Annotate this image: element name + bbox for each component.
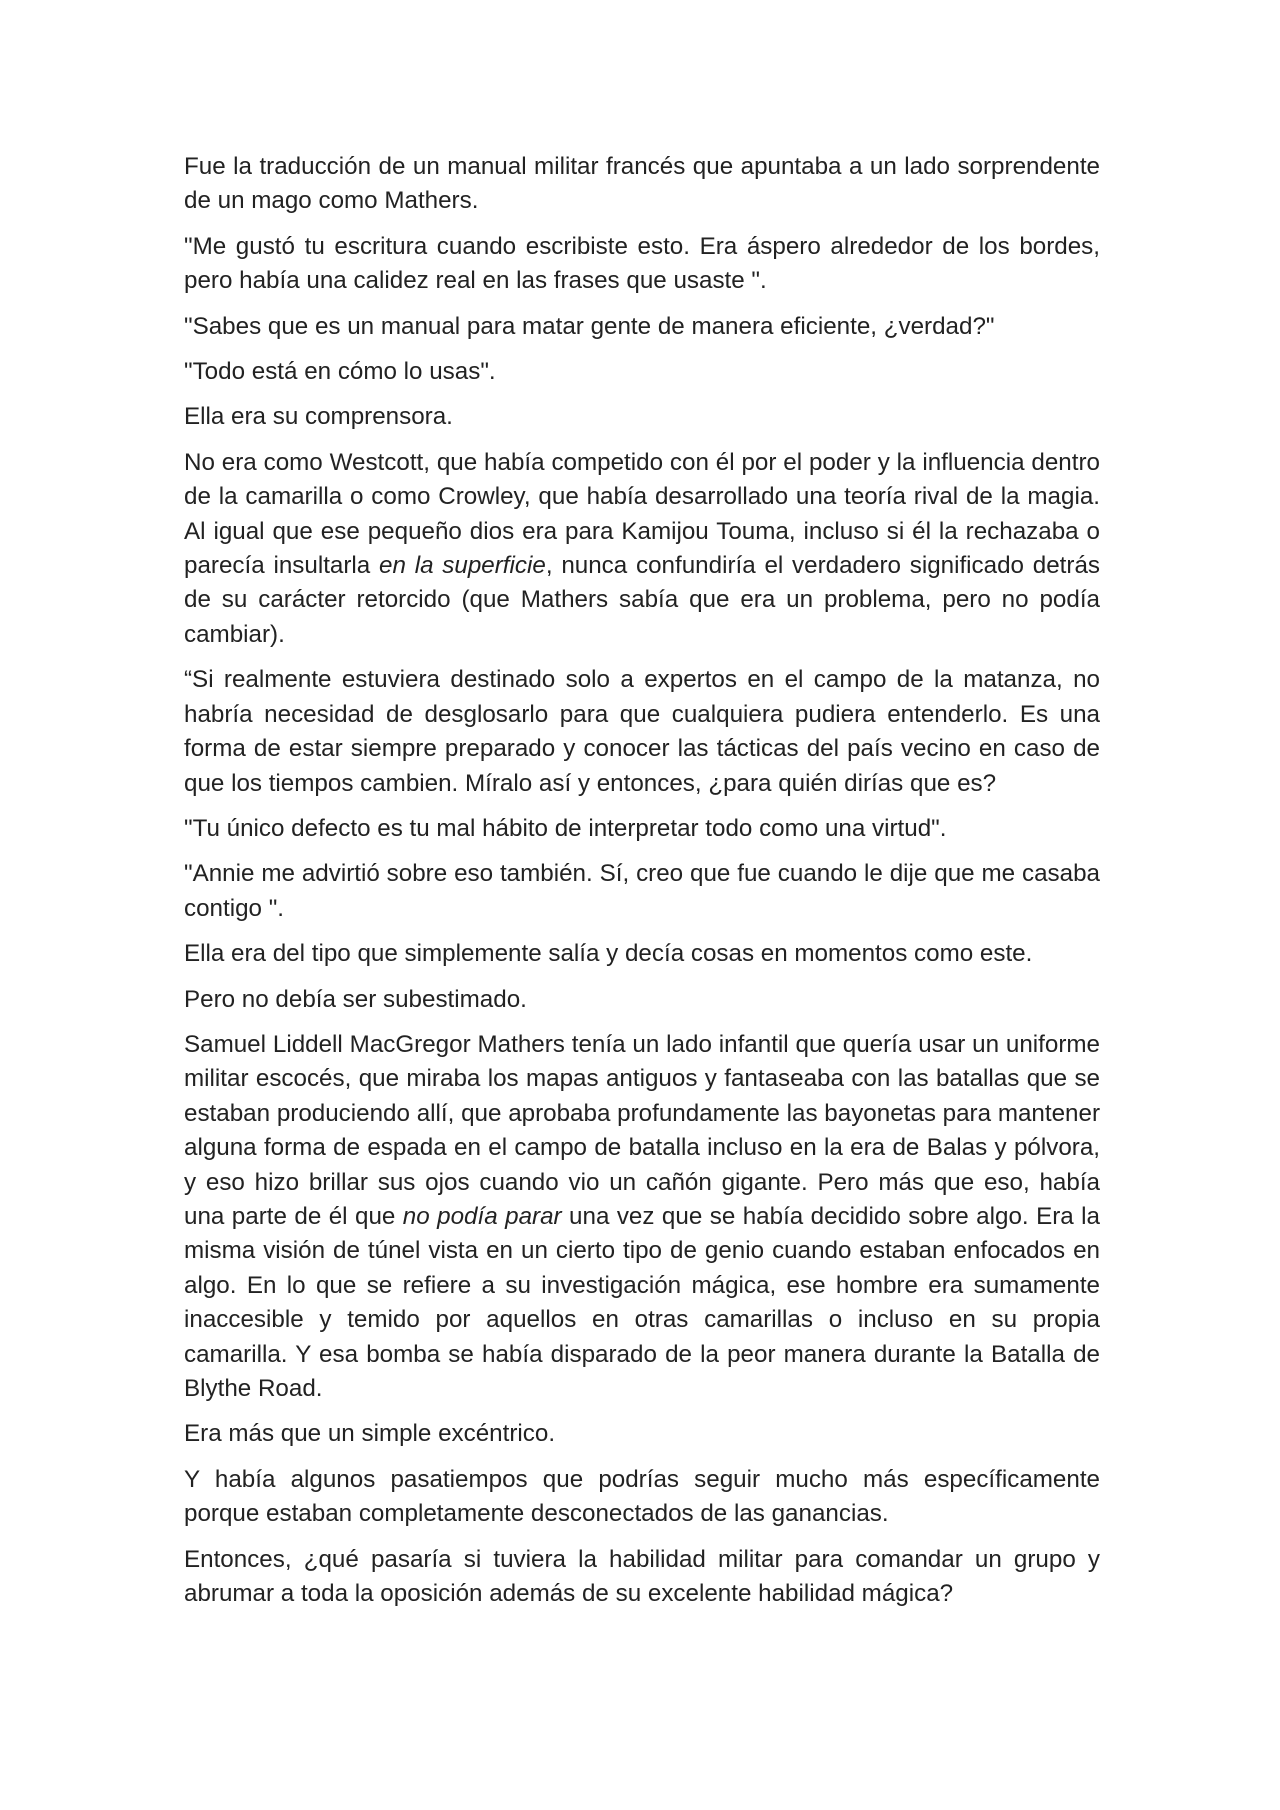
paragraph-8: "Tu único defecto es tu mal hábito de interpretar todo como una virtud". — [184, 814, 947, 842]
paragraph-1: Fue la traducción de un manual militar francés que apuntaba a un lado sorprendente de un mago como Mathers. — [184, 153, 1100, 215]
italic-emphasis: no podía parar — [402, 1202, 562, 1230]
paragraph-13: Era más que un simple excéntrico. — [184, 1420, 556, 1448]
paragraph-2: "Me gustó tu escritura cuando escribiste esto. Era áspero alrededor de los bordes, pero había una calidez real en las frases que usaste ". — [184, 232, 1100, 295]
paragraph-10: Ella era del tipo que simplemente salía y decía cosas en momentos como este. — [184, 940, 1033, 968]
paragraph-7: “Si realmente estuviera destinado solo a expertos en el campo de la matanza, no habría necesidad de desglosarlo para que cualquiera pudiera entenderlo. Es una forma de estar siempre preparado y conocer las tácticas del país vecino en caso de que los tiempos cambien. Míralo así y entonces, ¿para quién dirías que es? — [184, 666, 1100, 797]
paragraph-4: "Todo está en cómo lo usas". — [184, 358, 496, 386]
italic-emphasis: en la superficie — [379, 552, 546, 580]
paragraph-15: Entonces, ¿qué pasaría si tuviera la habilidad militar para comandar un grupo y abrumar a toda la oposición además de su excelente habilidad mágica? — [184, 1545, 1100, 1608]
paragraph-5: Ella era su comprensora. — [184, 403, 453, 431]
paragraph-9: "Annie me advirtió sobre eso también. Sí, creo que fue cuando le dije que me casaba contigo ". — [184, 860, 1100, 922]
paragraph-3: "Sabes que es un manual para matar gente de manera eficiente, ¿verdad?" — [184, 312, 995, 340]
document-page — [184, 150, 1100, 1622]
paragraph-6: No era como Westcott, que había competido con él por el poder y la influencia dentro de la camarilla o como Crowley, que había desarrollado una teoría rival de la magia. Al igual que ese pequeño dios era para Kamijou Touma, incluso si él la rechazaba o parecía insultarla en la superficie, nunca confundiría el verdadero significado detrás de su carácter retorcido (que Mathers sabía que era un problema, pero no podía cambiar). — [184, 448, 1101, 648]
paragraph-14: Y había algunos pasatiempos que podrías seguir mucho más específicamente porque estaban completamente desconectados de las ganancias. — [184, 1465, 1100, 1528]
paragraph-12: Samuel Liddell MacGregor Mathers tenía un lado infantil que quería usar un uniforme militar escocés, que miraba los mapas antiguos y fantaseaba con las batallas que se estaban produciendo allí, que aprobaba profundamente las bayonetas para mantener alguna forma de espada en el campo de batalla incluso en la era de Balas y pólvora, y eso hizo brillar sus ojos cuando vio un cañón gigante. Pero más que eso, había una parte de él que no podía parar una vez que se había decidido sobre algo. Era la misma visión de túnel vista en un cierto tipo de genio cuando estaban enfocados en algo. En lo que se refiere a su investigación mágica, ese hombre era sumamente inaccesible y temido por aquellos en otras camarillas o incluso en su propia camarilla. Y esa bomba se había disparado de la peor manera durante la Batalla de Blythe Road. — [184, 1030, 1100, 1402]
paragraph-11: Pero no debía ser subestimado. — [184, 985, 527, 1013]
